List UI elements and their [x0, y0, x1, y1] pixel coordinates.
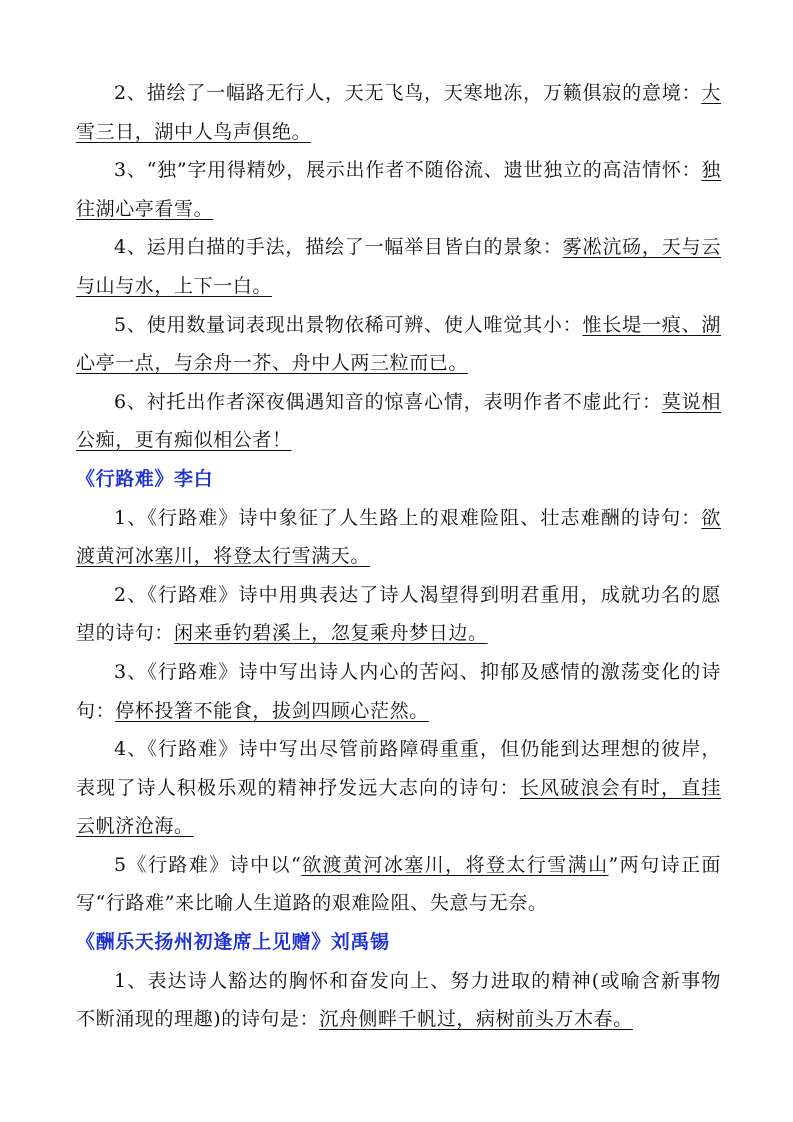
answer-text: 欲渡黄河冰塞川，将登太行雪满天。	[76, 506, 721, 568]
answer-text: 莫说相公痴，更有痴似相公者！	[76, 390, 722, 452]
question-text: 1、《行路难》诗中象征了人生路上的艰难险阻、壮志难酬的诗句：	[114, 506, 702, 529]
answer-text: 闲来垂钓碧溪上，忽复乘舟梦日边。	[174, 622, 488, 645]
answer-text: 独往湖心亭看雪。	[76, 159, 721, 220]
question-item	[76, 151, 721, 228]
question-text: 4、运用白描的手法，描绘了一幅举目皆白的景象：	[114, 236, 563, 259]
question-item	[76, 846, 721, 923]
answer-text: 沉舟侧畔千帆过，病树前头万木春。	[319, 1008, 633, 1031]
question-item	[76, 962, 721, 1039]
question-text: 4、《行路难》诗中写出尽管前路障碍重重，但仍能到达理想的彼岸，表现了诗人积极乐观的精神抒发远大志向的诗句：	[76, 738, 721, 799]
answer-text: 雾凇沆砀，天与云与山与水，上下一白。	[76, 236, 721, 297]
question-text: 3、“独”字用得精妙，展示出作者不随俗流、遗世独立的高洁情怀：	[114, 159, 702, 182]
question-text: 3、《行路难》诗中写出诗人内心的苦闷、抑郁及感情的激荡变化的诗句：	[76, 660, 721, 722]
answer-text: 停杯投箸不能食，拔剑四顾心茫然。	[115, 699, 429, 722]
question-item	[76, 730, 721, 846]
question-item	[76, 228, 721, 305]
question-item	[76, 499, 721, 576]
question-text: 1、表达诗人豁达的胸怀和奋发向上、努力进取的精神(或喻含新事物不断涌现的理趣)的诗句是：	[76, 969, 721, 1031]
question-item	[76, 653, 721, 730]
question-text: 2、《行路难》诗中用典表达了诗人渴望得到明君重用，成就功名的愿望的诗句：	[76, 583, 721, 645]
question-text: 2、描绘了一幅路无行人，天无飞鸟，天寒地冻，万籁俱寂的意境：	[114, 82, 702, 104]
answer-text: 惟长堤一痕、湖心亭一点，与余舟一芥、舟中人两三粒而已。	[76, 313, 721, 375]
question-item	[76, 383, 721, 460]
quoted-verse: 欲渡黄河冰塞川，将登太行雪满山	[301, 853, 609, 876]
answer-text: 长风破浪会有时，直挂云帆济沧海。	[76, 776, 721, 838]
question-text: 6、衬托出作者深夜偶遇知音的惊喜心情，表明作者不虚此行：	[114, 390, 662, 413]
section-title-xinglunan: 《行路难》李白	[76, 467, 214, 490]
question-prefix: 5《行路难》诗中以“	[114, 853, 302, 876]
question-text: 5、使用数量词表现出景物依稀可辨、使人唯觉其小：	[114, 313, 583, 336]
question-item	[76, 576, 721, 653]
question-item	[76, 74, 721, 151]
answer-text: 大雪三日，湖中人鸟声俱绝。	[76, 82, 721, 143]
question-item	[76, 306, 721, 383]
question-suffix: ”两句诗正面写“行路难”来比喻人生道路的艰难险阻、失意与无奈。	[76, 853, 721, 915]
section-title-chouletian: 《酬乐天扬州初逢席上见赠》刘禹锡	[76, 931, 390, 954]
